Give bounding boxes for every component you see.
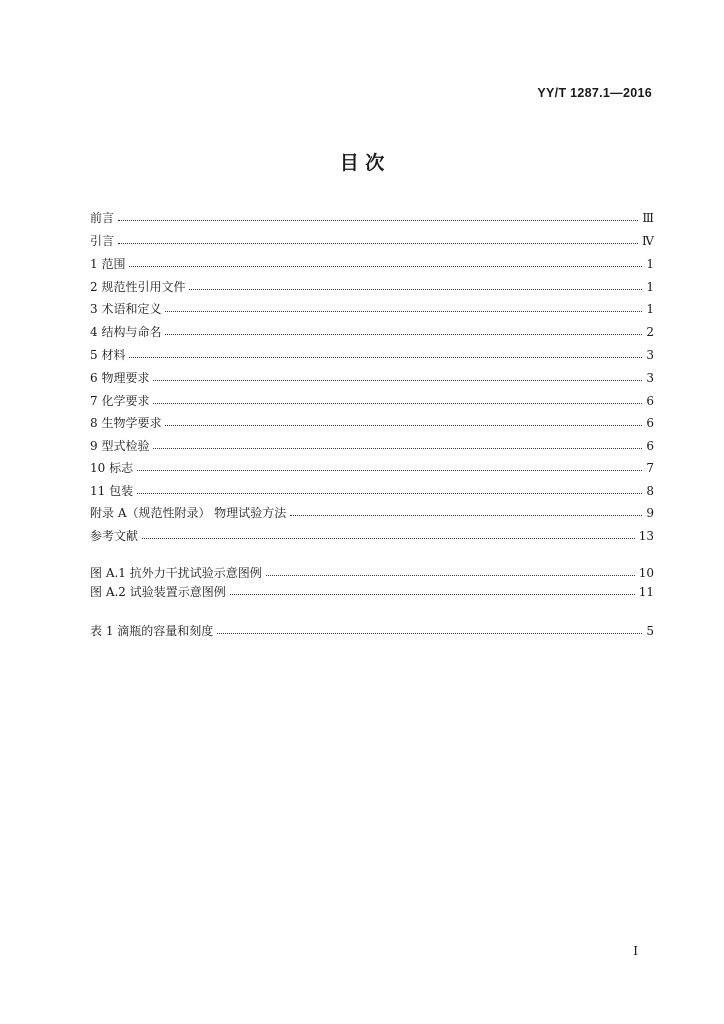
toc-entry-packaging[interactable]: [90, 479, 654, 499]
toc-label: 图 A.1 抗外力干扰试验示意图例: [90, 566, 262, 580]
toc-page: 6: [646, 439, 654, 453]
toc-page: Ⅳ: [642, 234, 654, 248]
toc-label: 9 型式检验: [90, 439, 150, 453]
toc-label: 10 标志: [90, 461, 134, 475]
toc-label: 1 范围: [90, 257, 126, 271]
toc-entry-introduction[interactable]: [90, 229, 654, 249]
toc-page: 6: [646, 394, 654, 408]
leader-dots: [165, 424, 642, 426]
toc-entry-normative-references[interactable]: [90, 275, 654, 295]
leader-dots: [153, 402, 642, 404]
toc-label: 4 结构与命名: [90, 325, 162, 339]
leader-dots: [153, 379, 642, 381]
toc-label: 8 生物学要求: [90, 416, 162, 430]
standard-code: YY/T 1287.1—2016: [537, 86, 652, 100]
toc-page: 1: [646, 257, 654, 271]
leader-dots: [137, 469, 642, 471]
toc-label: 2 规范性引用文件: [90, 280, 186, 294]
toc-page: 3: [646, 348, 654, 362]
leader-dots: [153, 447, 642, 449]
toc-page: 1: [646, 302, 654, 316]
leader-dots: [137, 492, 642, 494]
toc-page: 8: [646, 484, 654, 498]
leader-dots: [266, 574, 635, 576]
leader-dots: [118, 219, 638, 221]
leader-dots: [165, 310, 642, 312]
toc-label: 引言: [90, 234, 115, 248]
toc-entry-physical[interactable]: [90, 366, 654, 386]
toc-entry-table-1[interactable]: [90, 619, 654, 639]
toc-page: 2: [646, 325, 654, 339]
toc-page: 5: [646, 624, 654, 638]
page-number: I: [633, 944, 638, 958]
toc-label: 3 术语和定义: [90, 302, 162, 316]
toc-page: 11: [638, 585, 654, 599]
toc-page: 3: [646, 371, 654, 385]
leader-dots: [165, 333, 642, 335]
toc-label: 参考文献: [90, 529, 139, 543]
toc-entry-figure-a1[interactable]: [90, 561, 654, 581]
leader-dots: [118, 242, 638, 244]
toc-entry-structure[interactable]: [90, 320, 654, 340]
toc-page: 1: [646, 280, 654, 294]
toc-entry-figure-a2[interactable]: [90, 580, 654, 600]
toc-label: 6 物理要求: [90, 371, 150, 385]
leader-dots: [290, 514, 642, 516]
toc-label: 11 包装: [90, 484, 134, 498]
toc-page: Ⅲ: [642, 211, 654, 225]
toc-entry-bibliography[interactable]: [90, 524, 654, 544]
toc-entry-materials[interactable]: [90, 343, 654, 363]
toc-entry-terms[interactable]: [90, 297, 654, 317]
toc-label: 附录 A（规范性附录） 物理试验方法: [90, 506, 287, 520]
leader-dots: [129, 356, 642, 358]
toc-entry-chemical[interactable]: [90, 389, 654, 409]
toc-label: 5 材料: [90, 348, 126, 362]
toc-label: 7 化学要求: [90, 394, 150, 408]
leader-dots: [217, 632, 642, 634]
toc-label: 前言: [90, 211, 115, 225]
toc-entry-biological[interactable]: [90, 411, 654, 431]
toc-label: 图 A.2 试验装置示意图例: [90, 585, 226, 599]
toc-page: 6: [646, 416, 654, 430]
toc-entry-type-testing[interactable]: [90, 434, 654, 454]
toc-entry-marking[interactable]: [90, 456, 654, 476]
toc-entry-annex-a[interactable]: [90, 501, 654, 521]
toc-label: 表 1 滴瓶的容量和刻度: [90, 624, 214, 638]
leader-dots: [142, 537, 635, 539]
leader-dots: [129, 265, 642, 267]
toc-entry-scope[interactable]: [90, 252, 654, 272]
toc-page: 9: [646, 506, 654, 520]
toc-entry-foreword[interactable]: [90, 206, 654, 226]
page-title: 目 次: [339, 152, 385, 174]
toc-page: 10: [638, 566, 654, 580]
toc-page: 13: [638, 529, 654, 543]
leader-dots: [230, 593, 635, 595]
toc-page: 7: [646, 461, 654, 475]
leader-dots: [189, 288, 642, 290]
